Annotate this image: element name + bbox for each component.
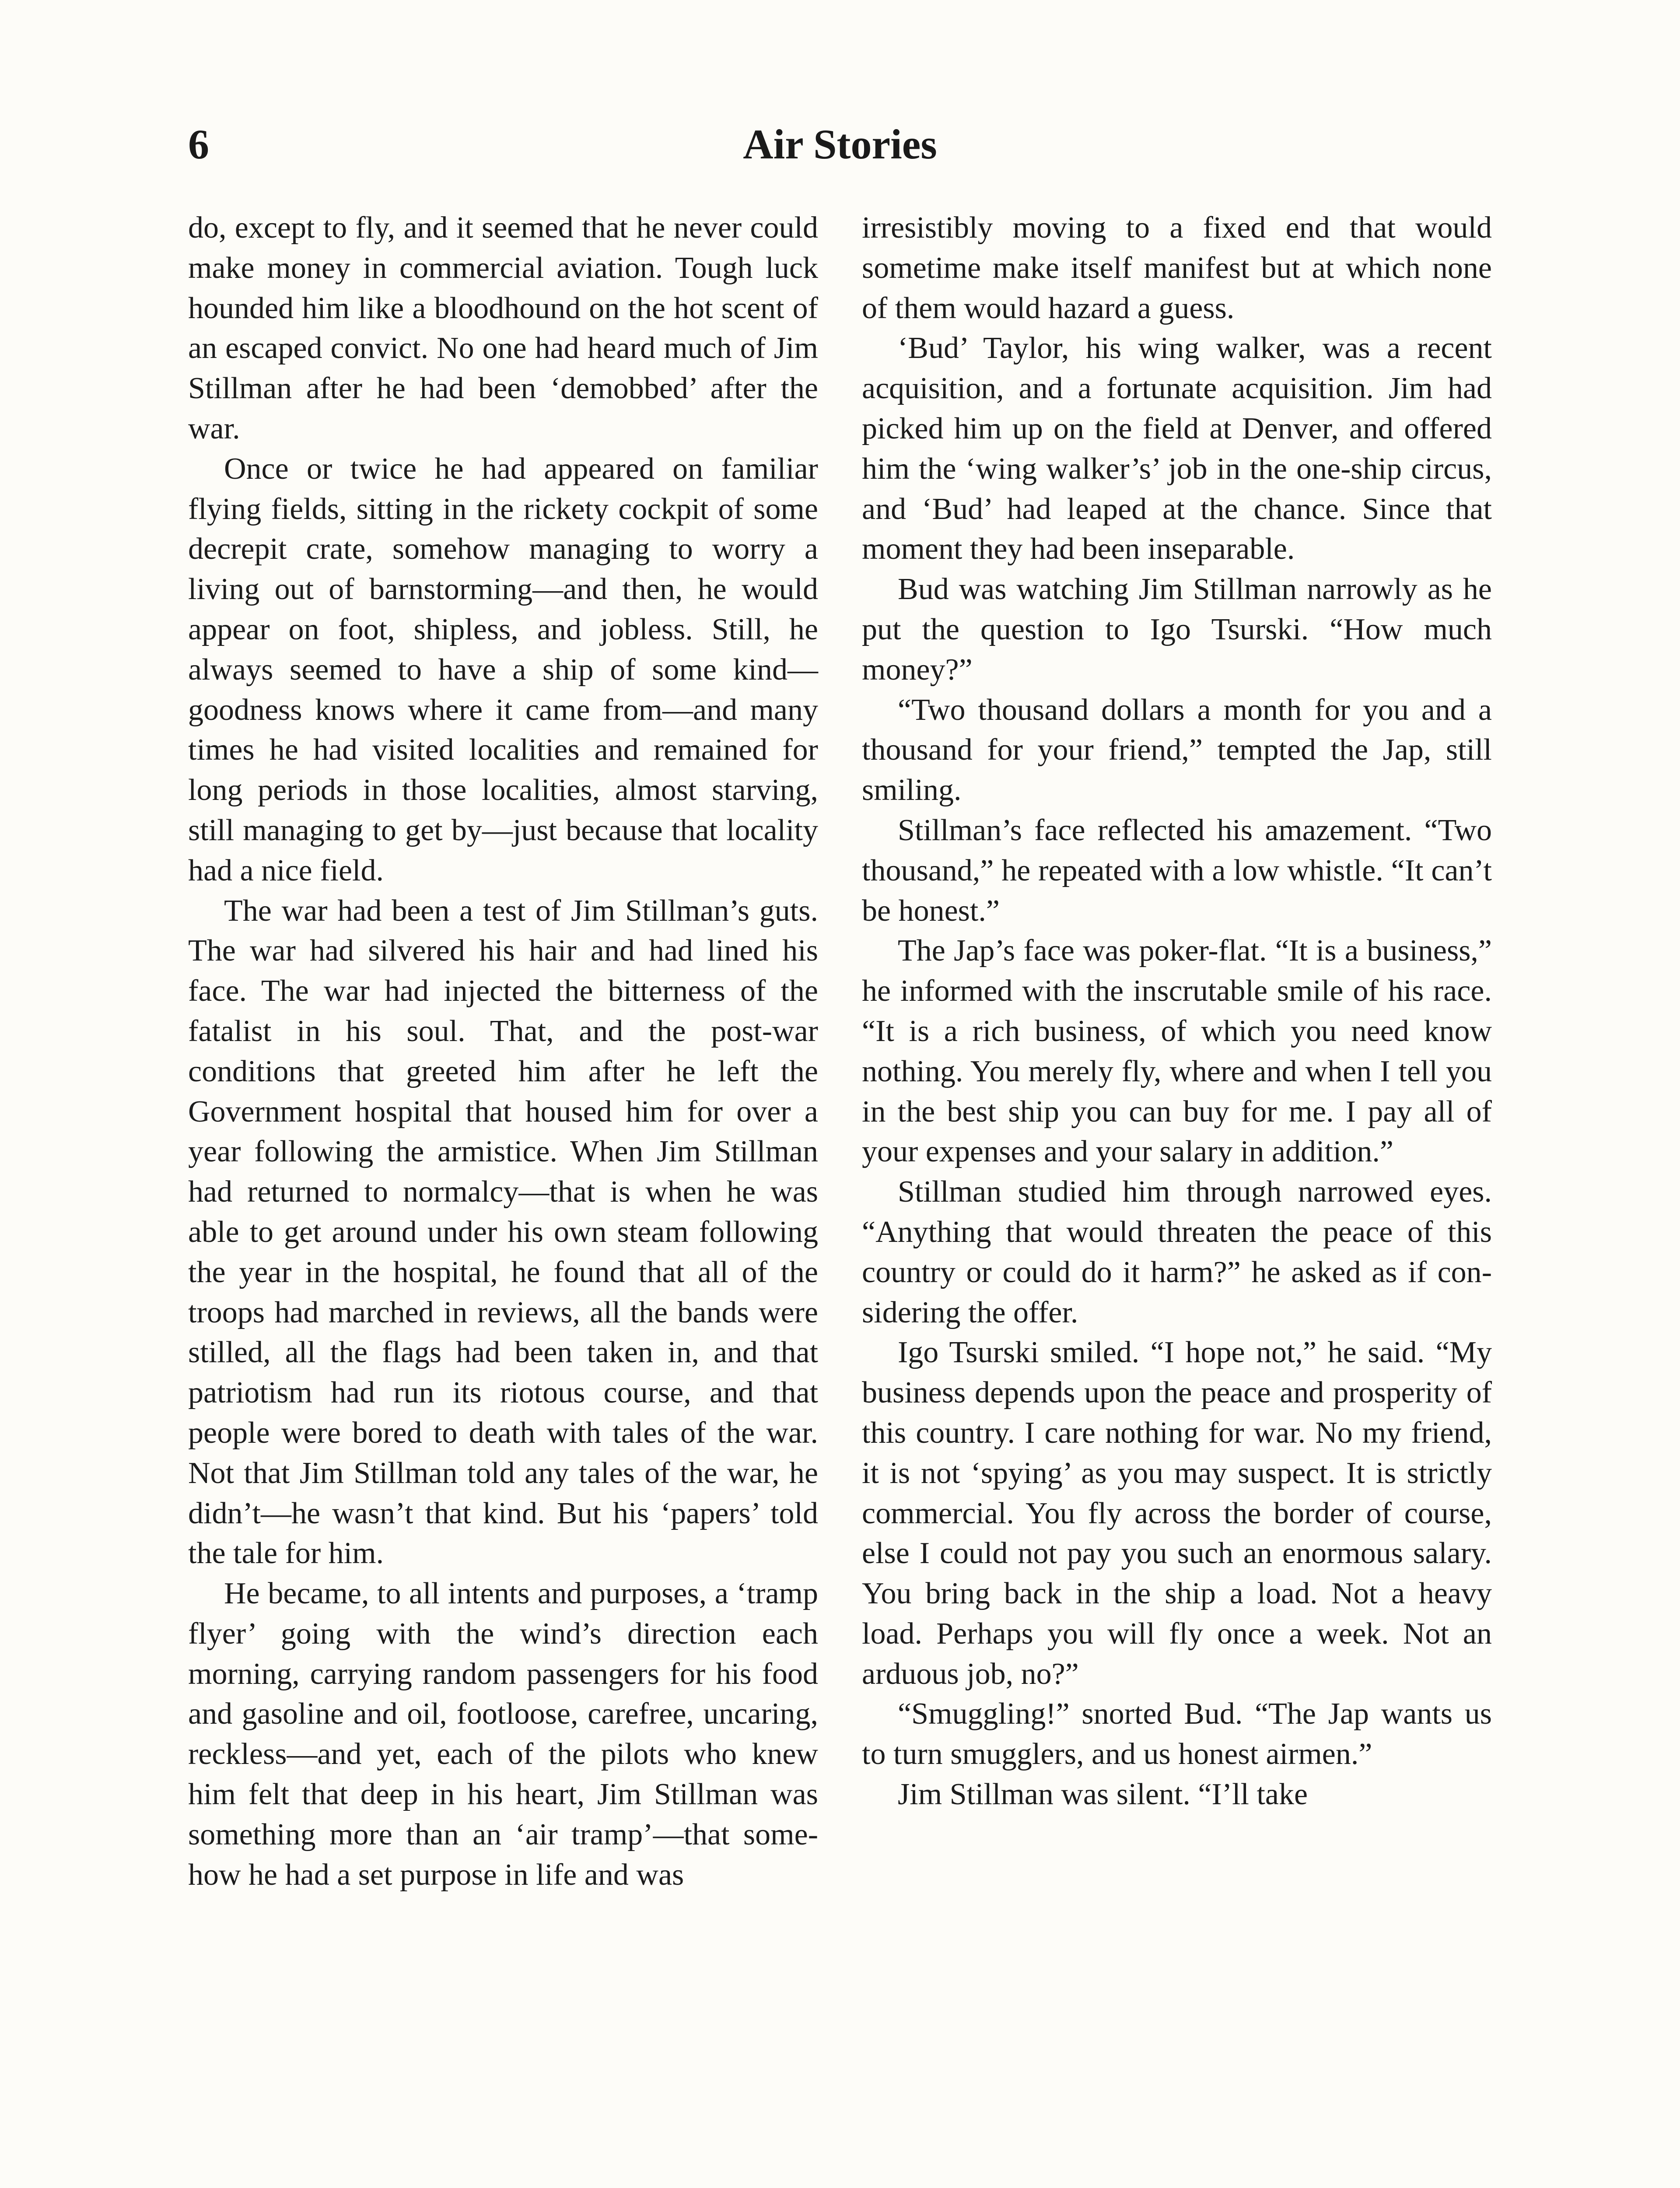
paragraph: “Smuggling!” snorted Bud. “The Jap wants us to turn smugglers, and us honest airmen.” bbox=[862, 1697, 1492, 1771]
paragraph: Stillman studied him through narrowed eyes. “Anything that would threaten the peace of this country or could do it harm?” he asked as if considering the offer. bbox=[862, 1175, 1492, 1329]
paragraph: “Two thousand dollars a month for you and a thousand for your friend,” tempted the Jap, still smiling. bbox=[862, 693, 1492, 807]
paragraph: do, except to fly, and it seemed that he never could make money in commercial aviation. Tough luck hounded him like a bloodhound on the hot scent of an escaped convict. No one had heard much of Jim Stillman after he had been ‘demobbed’ after the war. bbox=[188, 211, 818, 445]
right-column bbox=[862, 208, 1492, 1815]
text-columns bbox=[188, 208, 1501, 2188]
paragraph: Once or twice he had appeared on familiar flying fields, sitting in the rickety cockpit of some decrepit crate, somehow managing to worry a living out of barnstorming—and then, he would appear on foot, shipless, and jobless. Still, he always seemed to have a ship of some kind—goodness knows where it came from—and many times he had visited localities and remained for long periods in those localities, almost starving, still managing to get by—just because that locality had a nice field. bbox=[188, 452, 818, 887]
running-title: Air Stories bbox=[743, 121, 937, 168]
paragraph: ‘Bud’ Taylor, his wing walker, was a recent acquisition, and a fortunate acquisition. Jim had picked him up on the field at Denver, and offered him the ‘wing walker’s’ job in the one-ship circus, and ‘Bud’ had leaped at the chance. Since that moment they had been inseparable. bbox=[862, 331, 1492, 566]
paragraph: He became, to all intents and purposes, a ‘tramp flyer’ going with the wind’s direction each morning, carrying random passengers for his food and gasoline and oil, footloose, carefree, uncaring, reckless—and yet, each of the pilots who knew him felt that deep in his heart, Jim Stillman was something more than an ‘air tramp’—that somehow he had a set purpose in life and was bbox=[188, 1577, 818, 1892]
paragraph: Jim Stillman was silent. “I’ll take bbox=[898, 1778, 1308, 1812]
left-column bbox=[188, 208, 818, 1895]
paragraph: Igo Tsurski smiled. “I hope not,” he said. “My business depends upon the peace and prosperity of this country. I care nothing for war. No my friend, it is not ‘spying’ as you may suspect. It is strictly commercial. You fly across the border of course, else I could not pay you such an enormous salary. You bring back in the ship a load. Not a heavy load. Perhaps you will fly once a week. Not an arduous job, no?” bbox=[862, 1336, 1492, 1691]
page-header bbox=[188, 112, 1492, 177]
paragraph: The Jap’s face was poker-flat. “It is a business,” he informed with the inscrutable smile of his race. “It is a rich business, of which you need know nothing. You merely fly, where and when I tell you in the best ship you can buy for me. I pay all of your expenses and your salary in addition.” bbox=[862, 934, 1492, 1169]
paragraph: irresistibly moving to a fixed end that would sometime make itself manifest but at which none of them would hazard a guess. bbox=[862, 211, 1492, 325]
paragraph: Bud was watching Jim Stillman narrowly as he put the question to Igo Tsurski. “How much money?” bbox=[862, 572, 1492, 687]
paragraph: Stillman’s face reflected his amazement. “Two thousand,” he repeated with a low whistle. “It can’t be honest.” bbox=[862, 813, 1492, 928]
page-number: 6 bbox=[188, 121, 209, 168]
paragraph: The war had been a test of Jim Stillman’s guts. The war had silvered his hair and had lined his face. The war had injected the bitterness of the fatalist in his soul. That, and the post-war conditions that greeted him after he left the Government hospital that housed him for over a year following the armistice. When Jim Stillman had returned to normalcy—that is when he was able to get around under his own steam following the year in the hospital, he found that all of the troops had marched in reviews, all the bands were stilled, all the flags had been taken in, and that patriotism had run its riotous course, and that people were bored to death with tales of the war. Not that Jim Stillman told any tales of the war, he didn’t—he wasn’t that kind. But his ‘papers’ told the tale for him. bbox=[188, 894, 818, 1571]
